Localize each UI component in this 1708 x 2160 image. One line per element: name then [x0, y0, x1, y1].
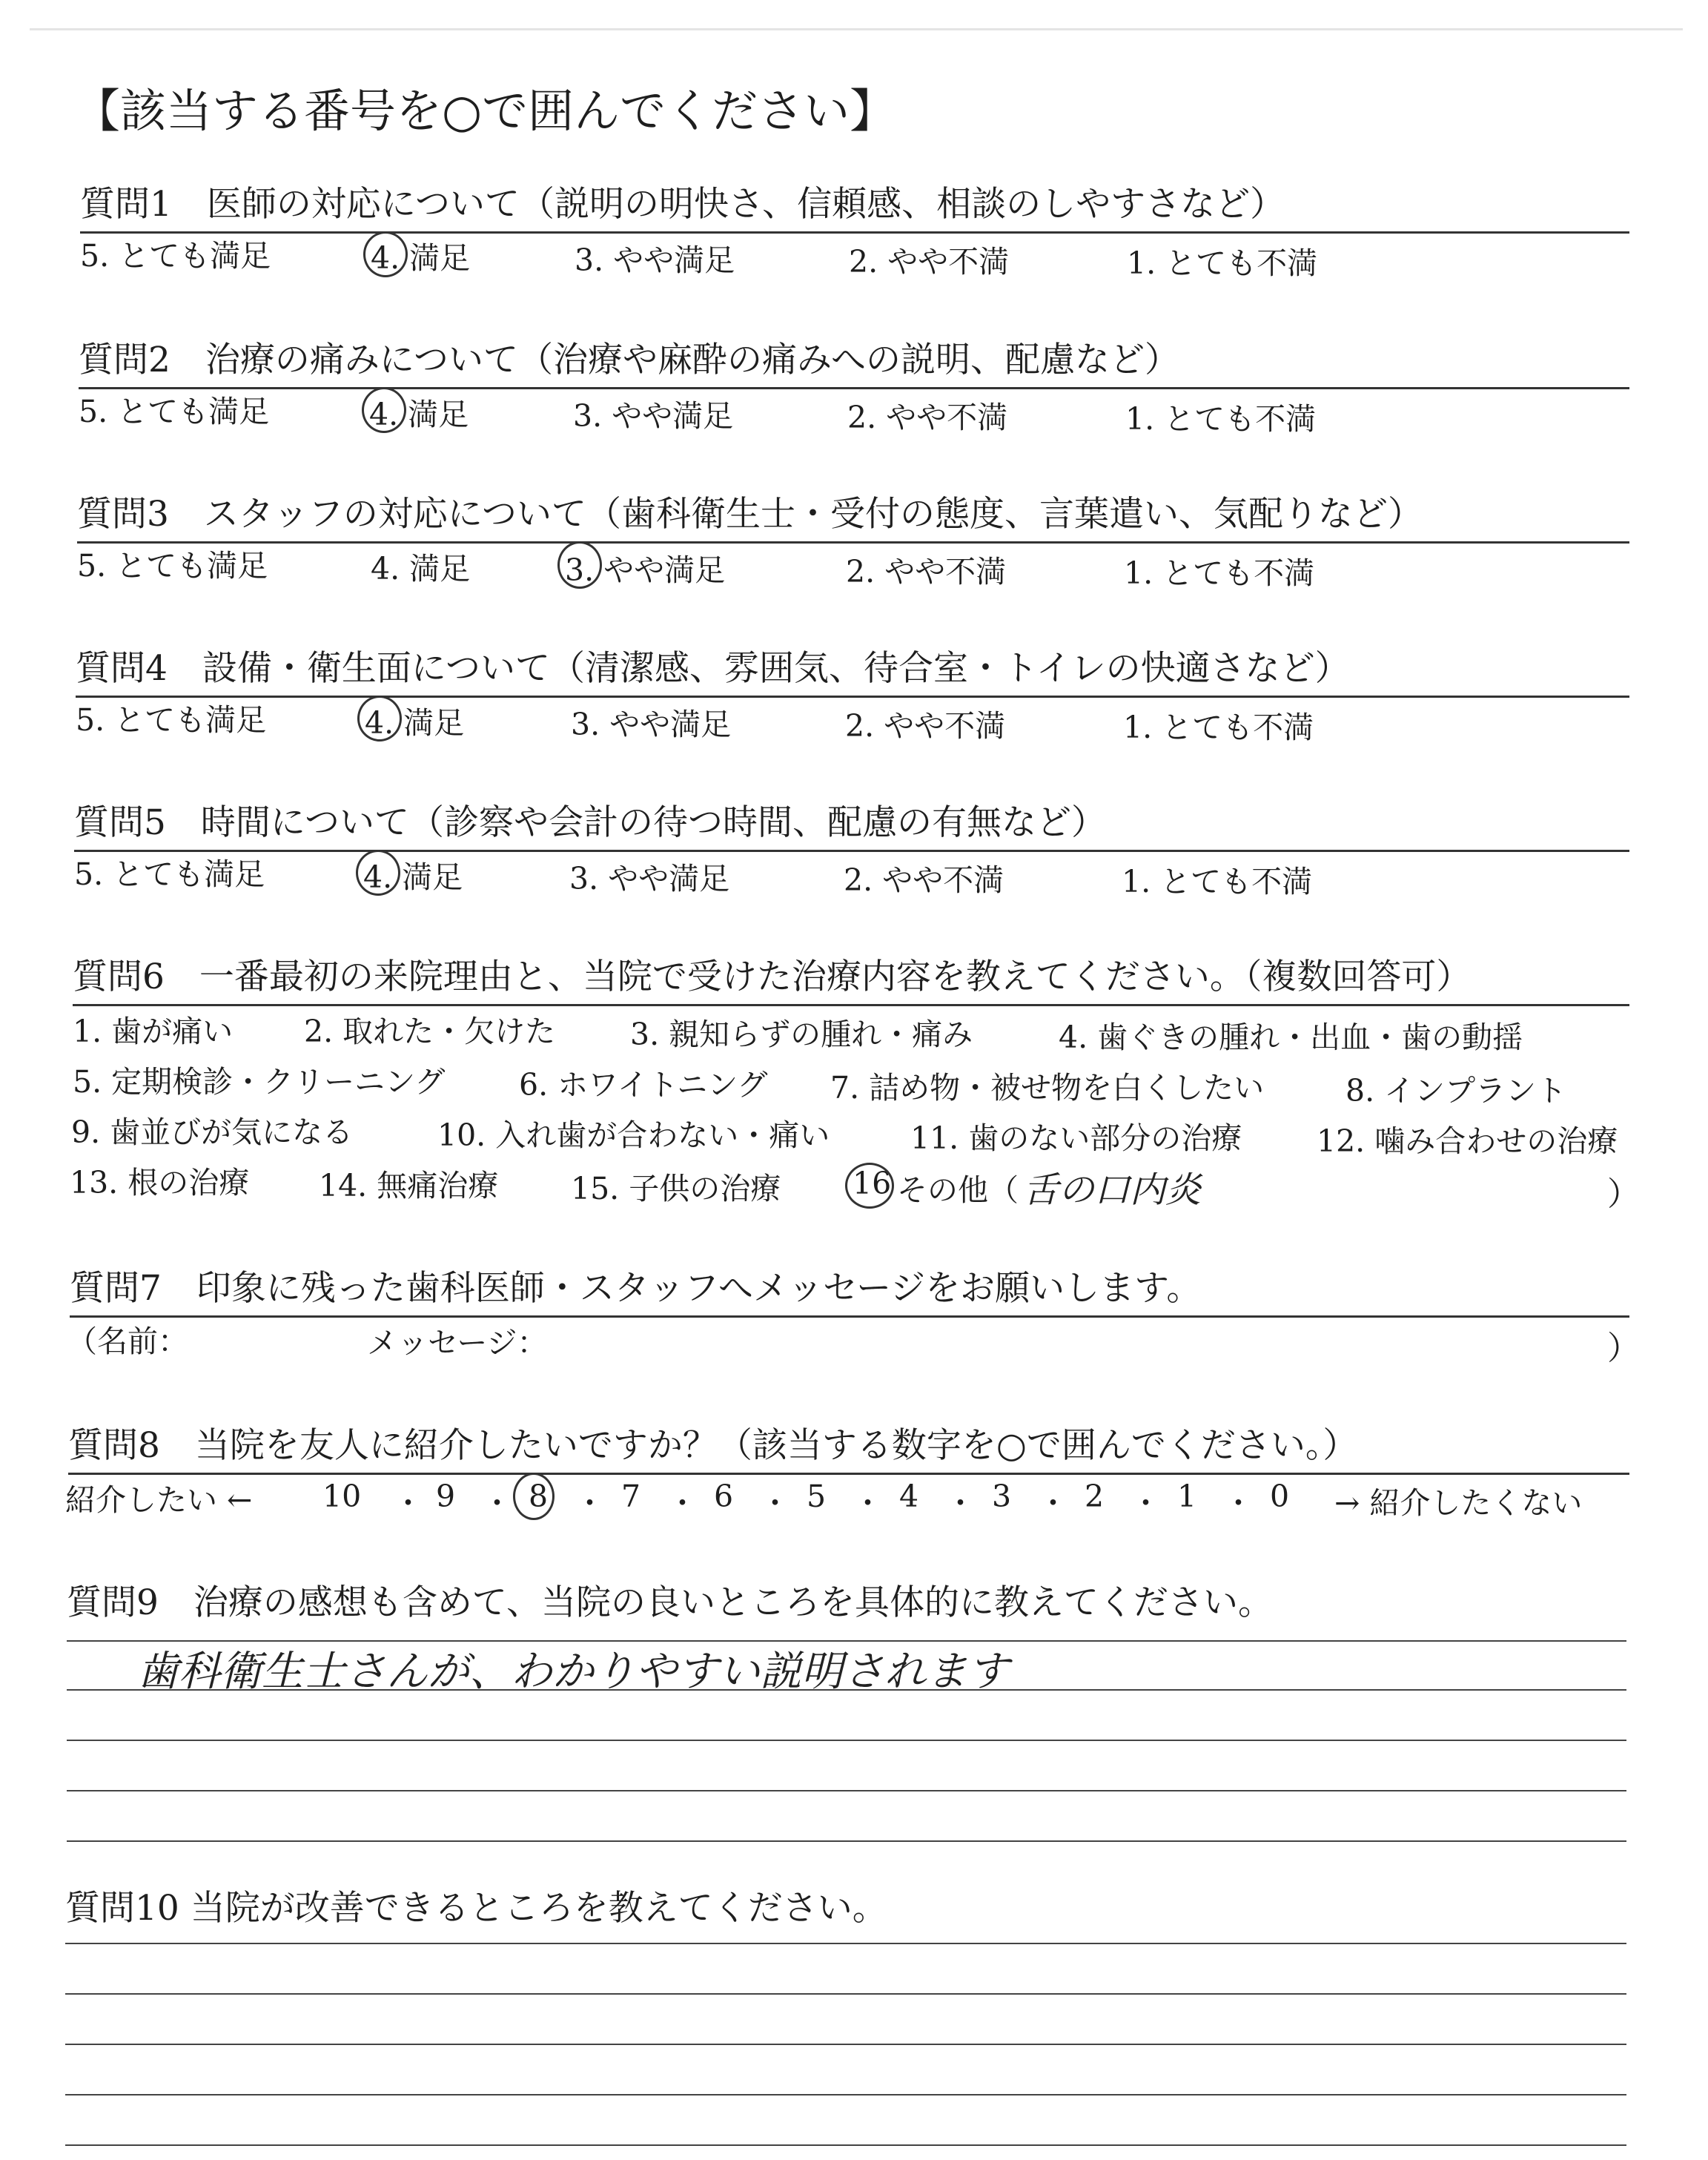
answer-line — [67, 1790, 1626, 1791]
reason-option[interactable]: 15. 子供の治療 — [571, 1171, 781, 1206]
message-label: メッセージ： — [367, 1325, 548, 1361]
answer-circle-mark — [356, 850, 400, 896]
scale-separator: ・ — [1131, 1485, 1161, 1521]
option-1[interactable]: 1. とても不満 — [1127, 245, 1318, 281]
reason-option[interactable]: 14. 無痛治療 — [319, 1168, 499, 1203]
answer-line — [67, 1689, 1626, 1691]
scale-separator: ・ — [760, 1485, 790, 1521]
answer-line — [65, 2144, 1626, 2146]
question-title: 質問7 印象に残った歯科医師・スタッフへメッセージをお願いします。 — [70, 1268, 1202, 1309]
recommend-left-label: 紹介したい ← — [65, 1482, 253, 1518]
scale-separator: ・ — [1223, 1485, 1254, 1521]
reason-option[interactable]: 3. 親知らずの腫れ・痛み — [630, 1017, 973, 1052]
option-5[interactable]: 5. とても満足 — [77, 548, 268, 584]
option-5[interactable]: 5. とても満足 — [76, 702, 267, 738]
answer-line — [67, 1740, 1626, 1741]
question-title: 質問9 治療の感想も含めて、当院の良いところを具体的に教えてください。 — [67, 1582, 1273, 1623]
recommend-right-label: → 紹介したくない — [1334, 1485, 1583, 1521]
answer-circle-mark — [557, 541, 602, 589]
option-3[interactable]: 3. やや満足 — [569, 861, 730, 896]
page-heading: 【該当する番号を○で囲んでください】 — [74, 84, 896, 138]
scale-separator: ・ — [575, 1485, 605, 1521]
close-paren: ） — [1607, 1175, 1640, 1213]
scale-separator: ・ — [853, 1485, 883, 1521]
question-title: 質問5 時間について（診察や会計の待つ時間、配慮の有無など） — [74, 802, 1106, 843]
option-1[interactable]: 1. とても不満 — [1125, 401, 1317, 437]
scale-separator: ・ — [667, 1485, 698, 1521]
option-2[interactable]: 2. やや不満 — [845, 708, 1006, 744]
answer-circle-mark — [363, 231, 408, 277]
reason-option[interactable]: 4. 歯ぐきの腫れ・出血・歯の動揺 — [1059, 1020, 1523, 1055]
answer-circle-mark — [845, 1163, 894, 1209]
option-3[interactable]: 3. やや満足 — [573, 398, 734, 434]
question-title: 質問1 医師の対応について（説明の明快さ、信頼感、相談のしやすさなど） — [80, 184, 1285, 225]
reason-option[interactable]: 5. 定期検診・クリーニング — [73, 1064, 446, 1100]
option-2[interactable]: 2. やや不満 — [846, 554, 1007, 589]
answer-circle-mark — [513, 1473, 555, 1520]
other-handwritten-answer: 舌の口内炎 — [1023, 1169, 1202, 1211]
reason-option[interactable]: 8. インプラント — [1345, 1073, 1567, 1109]
reason-option-16[interactable]: 16 — [853, 1166, 892, 1201]
option-2[interactable]: 2. やや不満 — [844, 862, 1004, 898]
handwritten-answer: 歯科衛生士さんが、わかりやすい説明されます — [137, 1648, 1009, 1696]
scale-separator: ・ — [1038, 1485, 1068, 1521]
option-3[interactable]: 3. やや満足 — [565, 552, 726, 588]
question-rule — [70, 1315, 1629, 1318]
question-title: 質問3 スタッフの対応について（歯科衛生士・受付の態度、言葉遣い、気配りなど） — [77, 494, 1423, 535]
reason-option[interactable]: 7. 詰め物・被せ物を白くしたい — [830, 1070, 1265, 1106]
reason-option[interactable]: 9. 歯並びが気になる — [71, 1114, 354, 1150]
option-4[interactable]: 4. 満足 — [371, 551, 471, 587]
other-label: その他（ — [897, 1172, 1019, 1208]
scale-4[interactable]: 4 — [899, 1479, 919, 1514]
reason-option[interactable]: 10. 入れ歯が合わない・痛い — [437, 1117, 830, 1153]
option-5[interactable]: 5. とても満足 — [74, 856, 265, 892]
option-5[interactable]: 5. とても満足 — [79, 394, 270, 429]
scale-separator: ・ — [482, 1485, 512, 1521]
answer-circle-mark — [357, 696, 402, 742]
close-paren: ） — [1607, 1330, 1640, 1367]
option-3[interactable]: 3. やや満足 — [575, 242, 735, 278]
reason-option[interactable]: 11. 歯のない部分の治療 — [910, 1120, 1242, 1156]
option-5[interactable]: 5. とても満足 — [80, 238, 271, 274]
question-rule — [77, 541, 1629, 544]
option-1[interactable]: 1. とても不満 — [1123, 710, 1314, 745]
question-rule — [76, 696, 1629, 698]
scale-9[interactable]: 9 — [436, 1479, 456, 1514]
scale-8[interactable]: 8 — [529, 1479, 549, 1514]
scale-7[interactable]: 7 — [621, 1479, 641, 1514]
answer-line — [65, 1943, 1626, 1944]
question-rule — [68, 1473, 1629, 1475]
option-2[interactable]: 2. やや不満 — [849, 244, 1010, 280]
scale-6[interactable]: 6 — [714, 1479, 734, 1514]
question-title: 質問10 当院が改善できるところを教えてください。 — [65, 1888, 887, 1929]
answer-line — [65, 1993, 1626, 1995]
name-label: （名前： — [67, 1324, 188, 1359]
question-rule — [74, 850, 1629, 852]
scale-separator: ・ — [393, 1485, 423, 1521]
scale-10[interactable]: 10 — [322, 1479, 362, 1514]
scale-3[interactable]: 3 — [992, 1479, 1012, 1514]
option-4[interactable]: 4. 満足 — [371, 240, 471, 276]
reason-option[interactable]: 1. 歯が痛い — [73, 1014, 234, 1049]
question-title: 質問2 治療の痛みについて（治療や麻酔の痛みへの説明、配慮など） — [79, 340, 1180, 380]
option-4[interactable]: 4. 満足 — [363, 859, 463, 895]
answer-circle-mark — [362, 387, 406, 433]
reason-option[interactable]: 13. 根の治療 — [70, 1165, 250, 1200]
scale-separator: ・ — [945, 1485, 976, 1521]
answer-line — [67, 1840, 1626, 1842]
question-rule — [79, 387, 1629, 389]
scale-5[interactable]: 5 — [807, 1479, 827, 1514]
scale-1[interactable]: 1 — [1177, 1479, 1197, 1514]
answer-line — [65, 2094, 1626, 2095]
question-title: 質問4 設備・衛生面について（清潔感、雰囲気、待合室・トイレの快適さなど） — [76, 648, 1350, 689]
reason-option[interactable]: 12. 噛み合わせの治療 — [1317, 1123, 1618, 1159]
question-title: 質問6 一番最初の来院理由と、当院で受けた治療内容を教えてください。（複数回答可） — [73, 957, 1472, 997]
answer-line — [65, 2044, 1626, 2045]
scan-top-edge — [30, 28, 1683, 30]
option-4[interactable]: 4. 満足 — [365, 705, 465, 741]
option-2[interactable]: 2. やや不満 — [847, 400, 1008, 435]
scale-2[interactable]: 2 — [1085, 1479, 1105, 1514]
reason-option[interactable]: 6. ホワイトニング — [519, 1067, 768, 1103]
scale-0[interactable]: 0 — [1270, 1479, 1290, 1514]
question-title: 質問8 当院を友人に紹介したいですか？（該当する数字を○で囲んでください。） — [68, 1425, 1358, 1466]
question-rule — [80, 231, 1629, 234]
question-rule — [73, 1004, 1629, 1006]
option-3[interactable]: 3. やや満足 — [571, 707, 732, 742]
option-1[interactable]: 1. とても不満 — [1124, 555, 1315, 591]
reason-option[interactable]: 2. 取れた・欠けた — [304, 1014, 556, 1049]
option-1[interactable]: 1. とても不満 — [1122, 864, 1313, 899]
option-4[interactable]: 4. 満足 — [369, 397, 469, 432]
